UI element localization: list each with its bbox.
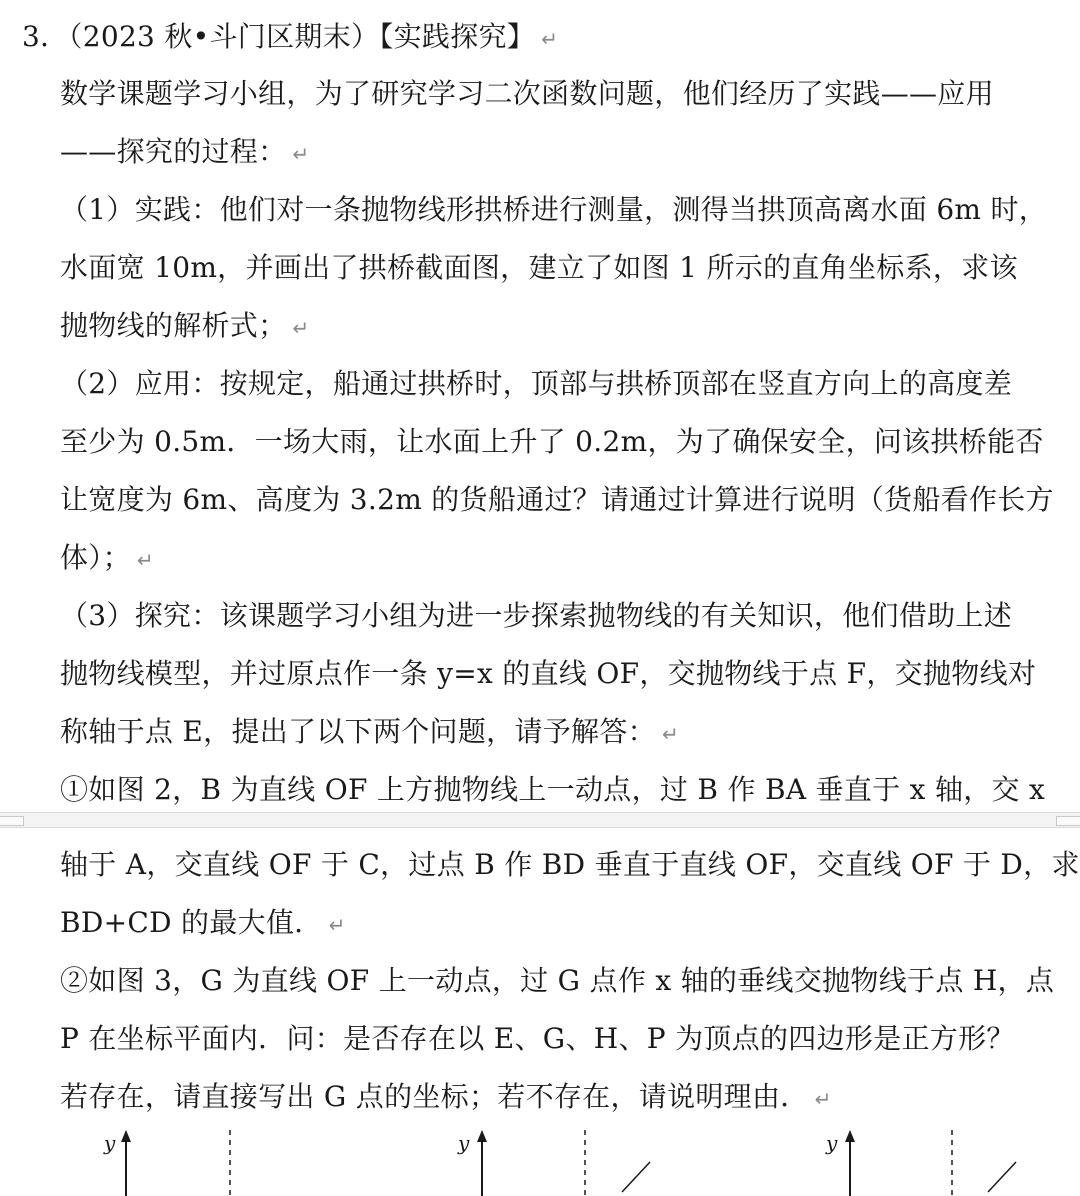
q1-line-1: ①如图 2，B 为直线 OF 上方抛物线上一动点，过 B 作 BA 垂直于 x 轴，交 x [60, 773, 1046, 806]
return-mark-icon: ↵ [292, 142, 310, 166]
q2-line-3-text: 若存在，请直接写出 G 点的坐标；若不存在，请说明理由． [60, 1080, 809, 1113]
part1-line-3-text: 抛物线的解析式； [60, 309, 287, 342]
q2-line-1: ②如图 3，G 为直线 OF 上一动点，过 G 点作 x 轴的垂线交抛物线于点 H，点 [60, 964, 1055, 997]
part2-line-1: （2）应用：按规定，船通过拱桥时，顶部与拱桥顶部在竖直方向上的高度差 [60, 367, 1013, 400]
return-mark-icon: ↵ [328, 913, 346, 937]
q2-line-3 [60, 1077, 832, 1119]
part3-line-2: 抛物线模型，并过原点作一条 y=x 的直线 OF，交抛物线于点 F，交抛物线对 [60, 657, 1037, 690]
return-mark-icon: ↵ [136, 548, 154, 572]
intro-line-2 [60, 132, 309, 174]
figure-1-y-label: y [104, 1131, 116, 1155]
figure-1 [103, 1130, 230, 1196]
figure-3-line-of [988, 1162, 1016, 1192]
q2-line-2: P 在坐标平面内．问：是否存在以 E、G、H、P 为顶点的四边形是正方形？ [60, 1022, 1015, 1055]
figure-3 [825, 1130, 1016, 1196]
page-break-right-marker [1056, 816, 1080, 826]
part2-line-4-text: 体）； [60, 541, 131, 574]
part3-line-3-text: 称轴于点 E，提出了以下两个问题，请予解答： [60, 715, 656, 748]
part1-line-3 [60, 306, 309, 348]
part2-line-3: 让宽度为 6m、高度为 3.2m 的货船通过？请通过计算进行说明（货船看作长方 [60, 483, 1054, 516]
figure-2 [457, 1130, 650, 1196]
return-mark-icon: ↵ [661, 722, 680, 746]
page-break-left-marker [0, 816, 24, 826]
part2-line-2: 至少为 0.5m．一场大雨，让水面上升了 0.2m，为了确保安全，问该拱桥能否 [60, 425, 1044, 458]
part3-line-1: （3）探究：该课题学习小组为进一步探索抛物线的有关知识，他们借助上述 [60, 599, 1013, 632]
q1-line-3 [60, 903, 346, 945]
part1-line-1: （1）实践：他们对一条抛物线形拱桥进行测量，测得当拱顶高离水面 6m 时， [60, 193, 1048, 226]
return-mark-icon: ↵ [814, 1087, 832, 1111]
q1-line-3-text: BD+CD 的最大值． [60, 906, 323, 939]
figure-3-arrow-icon [845, 1130, 855, 1142]
figure-3-y-label: y [826, 1131, 838, 1155]
figures-strip [0, 1120, 1080, 1196]
problem-header-text: 3．（2023 秋•斗门区期末）【实践探究】 [22, 20, 536, 53]
figure-1-arrow-icon [121, 1130, 131, 1142]
return-mark-icon: ↵ [541, 27, 559, 51]
figure-2-arrow-icon [477, 1130, 487, 1142]
part3-line-3 [60, 712, 679, 754]
return-mark-icon: ↵ [292, 316, 310, 340]
figure-2-y-label: y [458, 1131, 470, 1155]
intro-line-1: 数学课题学习小组，为了研究学习二次函数问题，他们经历了实践——应用 [60, 77, 994, 110]
q1-line-2: 轴于 A，交直线 OF 于 C，过点 B 作 BD 垂直于直线 OF，交直线 OF 于 D，求 [60, 848, 1080, 881]
intro-line-2-text: ——探究的过程： [60, 135, 287, 168]
page-break [0, 812, 1080, 828]
figure-2-line-of [622, 1162, 650, 1192]
part2-line-4 [60, 538, 154, 580]
problem-header [22, 17, 558, 59]
part1-line-2: 水面宽 10m，并画出了拱桥截面图，建立了如图 1 所示的直角坐标系，求该 [60, 251, 1018, 284]
